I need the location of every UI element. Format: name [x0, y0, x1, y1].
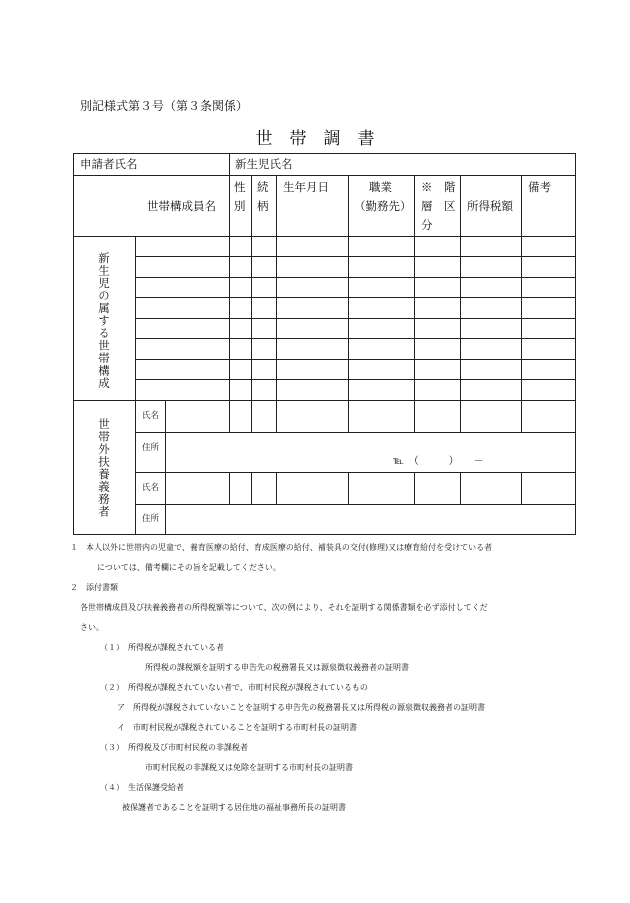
newborn-name-label: 新生児氏名 — [235, 157, 293, 171]
item-2-a: ア 所得税が課税されていないことを証明する申告先の税務署長又は所得税の源泉徴収義務者の証明書 — [117, 703, 485, 712]
item-1-body: 所得税の課税額を証明する申告先の税務署長又は源泉徴収義務者の証明書 — [145, 663, 409, 672]
obligor-1-name-label: 氏名 — [142, 411, 160, 421]
class-header-3: 分 — [421, 218, 433, 232]
obligor-2-address-label: 住所 — [142, 514, 160, 524]
outside-obligor-section-label: 世帯外扶養義務者 — [97, 418, 111, 518]
item-3-title: （３） 所得税及び市町村民税の非課税者 — [100, 743, 248, 752]
item-2-title: （２） 所得税が課税されていない者で、市町村民税が課税されているもの — [100, 683, 368, 692]
income-tax-header: 所得税額 — [467, 199, 513, 213]
member-column-header: 世帯構成員名 — [147, 199, 216, 213]
sex-header-2: 別 — [234, 199, 246, 213]
sex-header-1: 性 — [234, 180, 246, 194]
form-number: 別記様式第３号（第３条関係） — [80, 99, 249, 113]
item-2-b: イ 市町村民税が課税されていることを証明する市町村長の証明書 — [117, 723, 357, 732]
occupation-header-1: 職業 — [369, 180, 392, 194]
note-1-line-2: については、備考欄にその旨を記載してください。 — [97, 563, 281, 572]
class-header-1: ※ 階 — [421, 180, 456, 194]
class-header-2: 層 区 — [421, 199, 456, 213]
note-2-title: ２ 添付書類 — [70, 583, 118, 592]
item-1-title: （１） 所得税が課税されている者 — [100, 643, 224, 652]
obligor-2-name-label: 氏名 — [142, 483, 160, 493]
note-1-line-1: １ 本人以外に世帯内の児童で、養育医療の給付、育成医療の給付、補装具の交付(修理)又は療育給付を受けている者 — [70, 543, 493, 552]
item-4-title: （４） 生活保護受給者 — [100, 783, 184, 792]
remarks-header: 備考 — [528, 180, 551, 194]
birthdate-header: 生年月日 — [283, 180, 329, 194]
document-title: 世帯調書 — [255, 129, 392, 149]
item-4-body: 被保護者であることを証明する居住地の福祉事務所長の証明書 — [122, 803, 346, 812]
item-3-body: 市町村民税の非課税又は免除を証明する市町村長の証明書 — [145, 763, 353, 772]
applicant-name-label: 申請者氏名 — [80, 157, 138, 171]
occupation-header-2: （勤務先） — [354, 199, 412, 213]
household-section-label: 新生児の属する世帯構成 — [97, 252, 111, 390]
note-2-line-1: 各世帯構成員及び扶養義務者の所得税額等について、次の例により、それを証明する関係書類を必ず添付してくだ — [80, 603, 488, 612]
obligor-1-address-label: 住所 — [142, 443, 160, 453]
relation-header-1: 続 — [257, 180, 269, 194]
note-2-line-2: さい。 — [80, 623, 104, 632]
relation-header-2: 柄 — [257, 199, 269, 213]
obligor-1-phone-label: ℡ （ ） － — [393, 456, 484, 467]
